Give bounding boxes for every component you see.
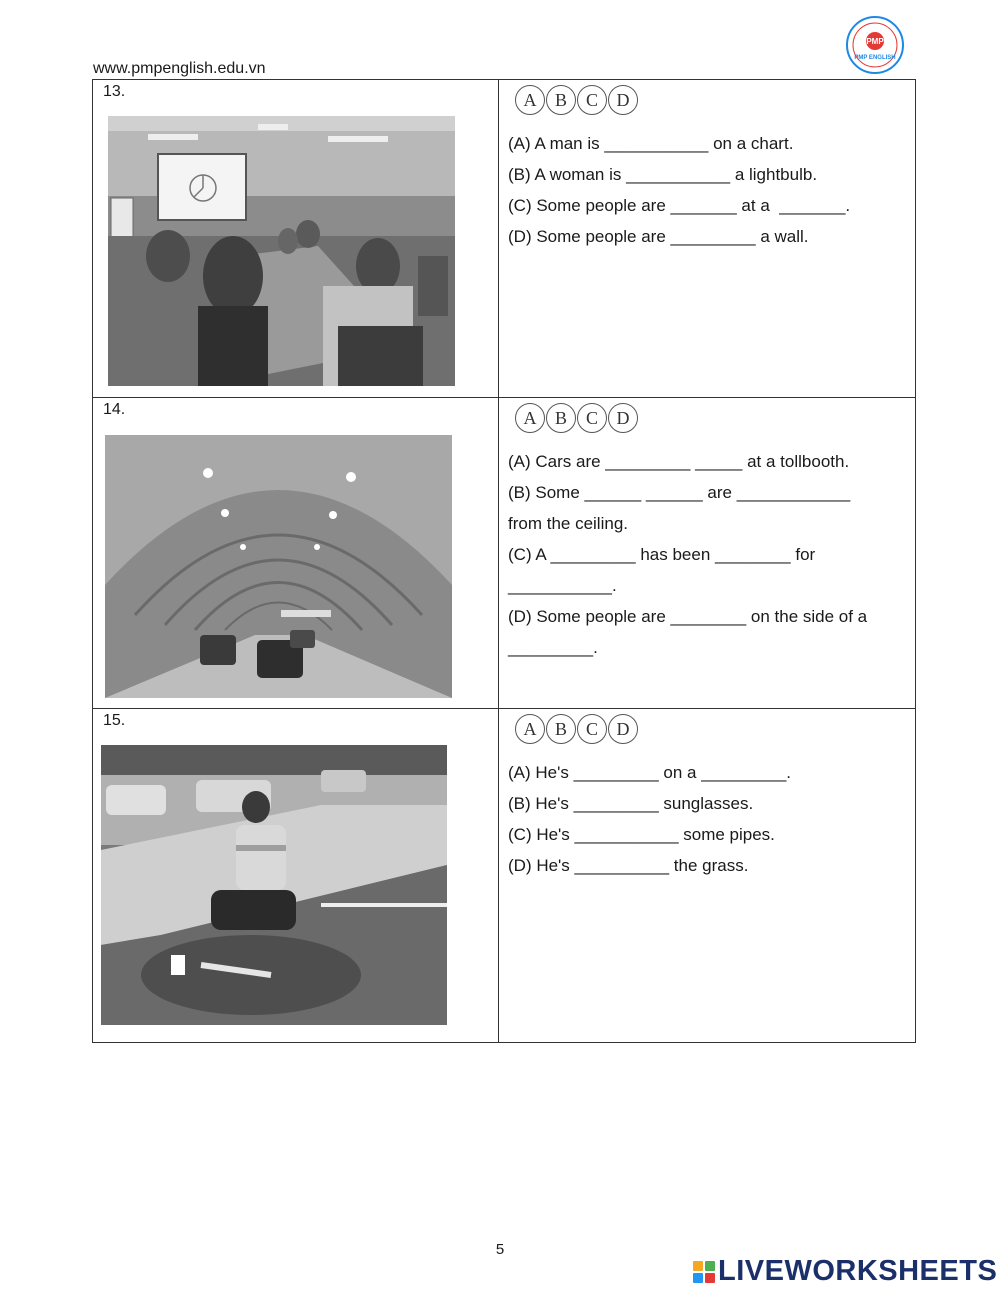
choice-circles <box>515 85 638 115</box>
statement-d: (D) Some people are ________ on the side of a <box>508 607 868 626</box>
statement-a: (A) A man is ___________ on a chart. <box>508 134 794 153</box>
statement-d-cont: _________. <box>508 638 598 657</box>
worksheet-table <box>92 79 916 1043</box>
statement-d: (D) Some people are _________ a wall. <box>508 227 809 246</box>
statement-c: (C) A _________ has been ________ for <box>508 545 816 564</box>
worker-digging-photo <box>101 745 447 1025</box>
pmp-english-logo <box>845 15 905 75</box>
question-image-cell <box>93 398 499 709</box>
question-number: 15. <box>103 712 126 729</box>
question-number: 13. <box>103 83 126 100</box>
question-answer-cell <box>499 80 916 398</box>
question-answer-cell <box>499 398 916 709</box>
statement-c-cont: ___________. <box>508 576 617 595</box>
svg-text:PMP ENGLISH: PMP ENGLISH <box>854 55 896 61</box>
question-image-cell <box>93 709 499 1043</box>
statement-list <box>508 446 903 663</box>
statement-a: (A) Cars are _________ _____ at a tollbooth. <box>508 452 850 471</box>
choice-b-button[interactable]: B <box>546 403 576 433</box>
question-answer-cell <box>499 709 916 1043</box>
question-row-13 <box>93 80 916 398</box>
choice-a-button[interactable]: A <box>515 714 545 744</box>
choice-a-button[interactable]: A <box>515 85 545 115</box>
liveworksheets-logo-icon <box>693 1261 715 1283</box>
choice-d-button[interactable]: D <box>608 403 638 433</box>
liveworksheets-wordmark: LIVEWORKSHEETS <box>718 1255 998 1287</box>
choice-b-button[interactable]: B <box>546 714 576 744</box>
liveworksheets-brand[interactable] <box>693 1255 997 1288</box>
statement-d: (D) He's __________ the grass. <box>508 856 749 875</box>
statement-list <box>508 757 903 881</box>
question-row-15 <box>93 709 916 1043</box>
choice-c-button[interactable]: C <box>577 85 607 115</box>
choice-a-button[interactable]: A <box>515 403 545 433</box>
statement-b: (B) He's _________ sunglasses. <box>508 794 754 813</box>
question-row-14 <box>93 398 916 709</box>
choice-b-button[interactable]: B <box>546 85 576 115</box>
meeting-room-photo <box>108 116 455 386</box>
svg-text:PMP: PMP <box>866 37 884 46</box>
choice-c-button[interactable]: C <box>577 403 607 433</box>
choice-circles <box>515 403 638 433</box>
choice-d-button[interactable]: D <box>608 714 638 744</box>
statement-b: (B) Some ______ ______ are ____________ <box>508 483 851 502</box>
tunnel-photo <box>105 435 452 698</box>
page-number: 5 <box>495 1241 505 1258</box>
question-image-cell <box>93 80 499 398</box>
statement-c: (C) Some people are _______ at a _______. <box>508 196 851 215</box>
choice-circles <box>515 714 638 744</box>
statement-list <box>508 128 903 252</box>
choice-c-button[interactable]: C <box>577 714 607 744</box>
statement-b: (B) A woman is ___________ a lightbulb. <box>508 165 818 184</box>
statement-c: (C) He's ___________ some pipes. <box>508 825 775 844</box>
site-url[interactable]: www.pmpenglish.edu.vn <box>93 60 266 77</box>
statement-b-cont: from the ceiling. <box>508 514 628 533</box>
choice-d-button[interactable]: D <box>608 85 638 115</box>
question-number: 14. <box>103 401 126 418</box>
statement-a: (A) He's _________ on a _________. <box>508 763 792 782</box>
